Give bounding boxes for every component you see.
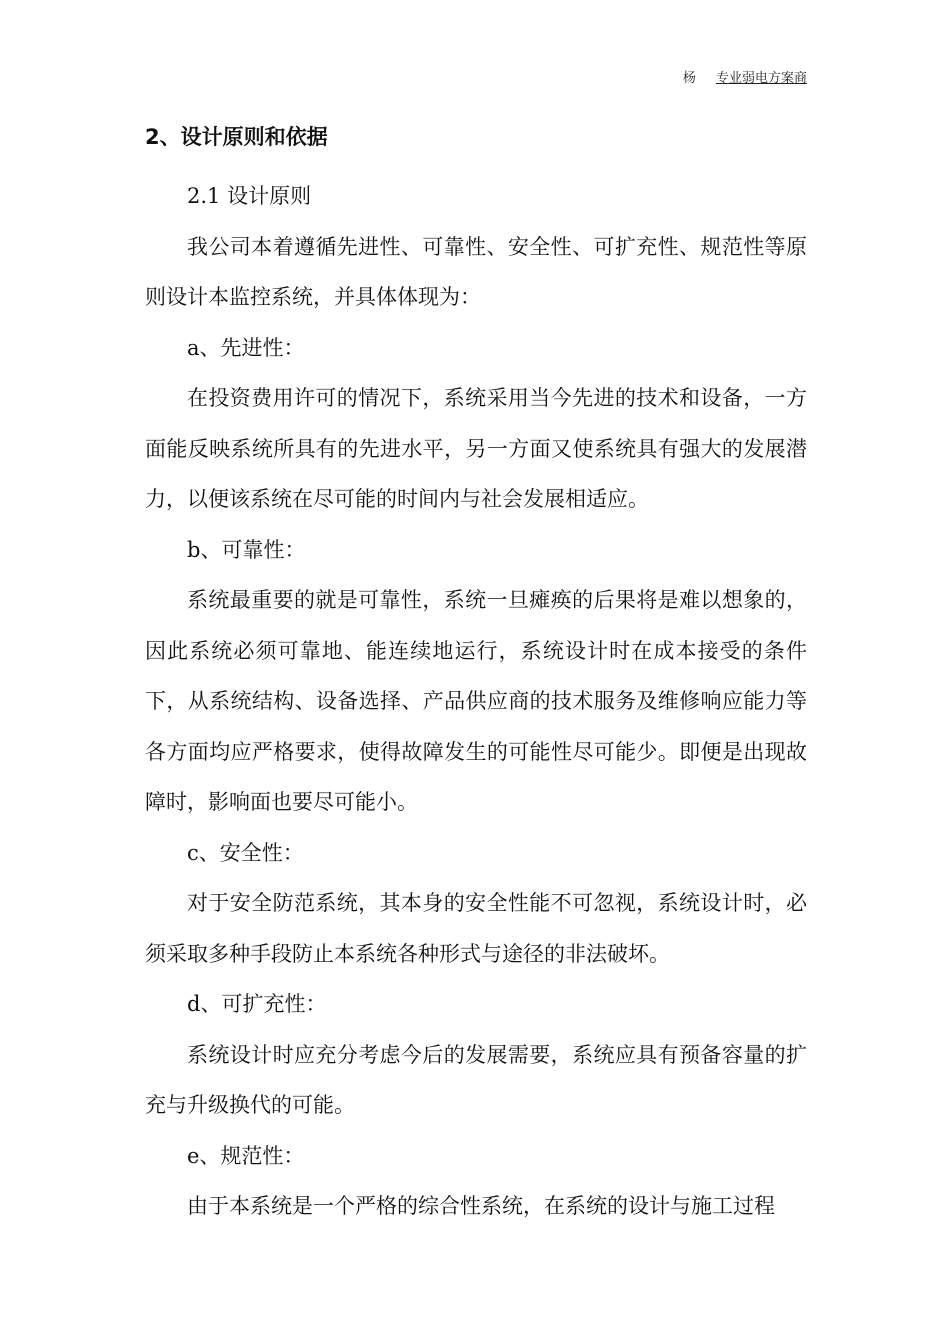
paragraph-standardization: 由于本系统是一个严格的综合性系统，在系统的设计与施工过程 <box>187 1194 775 1218</box>
section-heading: 2、设计原则和依据 <box>145 125 328 149</box>
page-header <box>683 70 807 88</box>
paragraph-reliability: 系统最重要的就是可靠性，系统一旦瘫痪的后果将是难以想象的，因此系统必须可靠地、能连续地运行，系统设计时在成本接受的条件下，从系统结构、设备选择、产品供应商的技术服务及维修响应能力等各方面均应严格要求，使得故障发生的可能性尽可能少。即便是出现故障时，影响面也要尽可能小。 <box>145 588 807 814</box>
paragraph-scalability: 系统设计时应充分考虑今后的发展需要，系统应具有预备容量的扩充与升级换代的可能。 <box>145 1042 807 1117</box>
item-heading-reliability: b、可靠性： <box>187 537 306 562</box>
header-title: 专业弱电方案商 <box>715 71 807 86</box>
subsection-title: 2.1 设计原则 <box>187 184 312 208</box>
item-heading-security: c、安全性： <box>187 840 304 865</box>
paragraph-security: 对于安全防范系统，其本身的安全性能不可忽视，系统设计时，必须采取多种手段防止本系统各种形式与途径的非法破坏。 <box>145 891 807 966</box>
paragraph-intro: 我公司本着遵循先进性、可靠性、安全性、可扩充性、规范性等原则设计本监控系统，并具体体现为： <box>145 234 807 309</box>
header-author: 杨 <box>682 71 696 86</box>
item-heading-advanced: a、先进性： <box>187 335 305 360</box>
document-body <box>145 171 807 1232</box>
item-heading-scalability: d、可扩充性： <box>187 992 327 1016</box>
item-heading-standardization: e、规范性： <box>187 1143 305 1168</box>
paragraph-advanced: 在投资费用许可的情况下，系统采用当今先进的技术和设备，一方面能反映系统所具有的先进水平，另一方面又使系统具有强大的发展潜力，以便该系统在尽可能的时间内与社会发展相适应。 <box>145 386 807 511</box>
